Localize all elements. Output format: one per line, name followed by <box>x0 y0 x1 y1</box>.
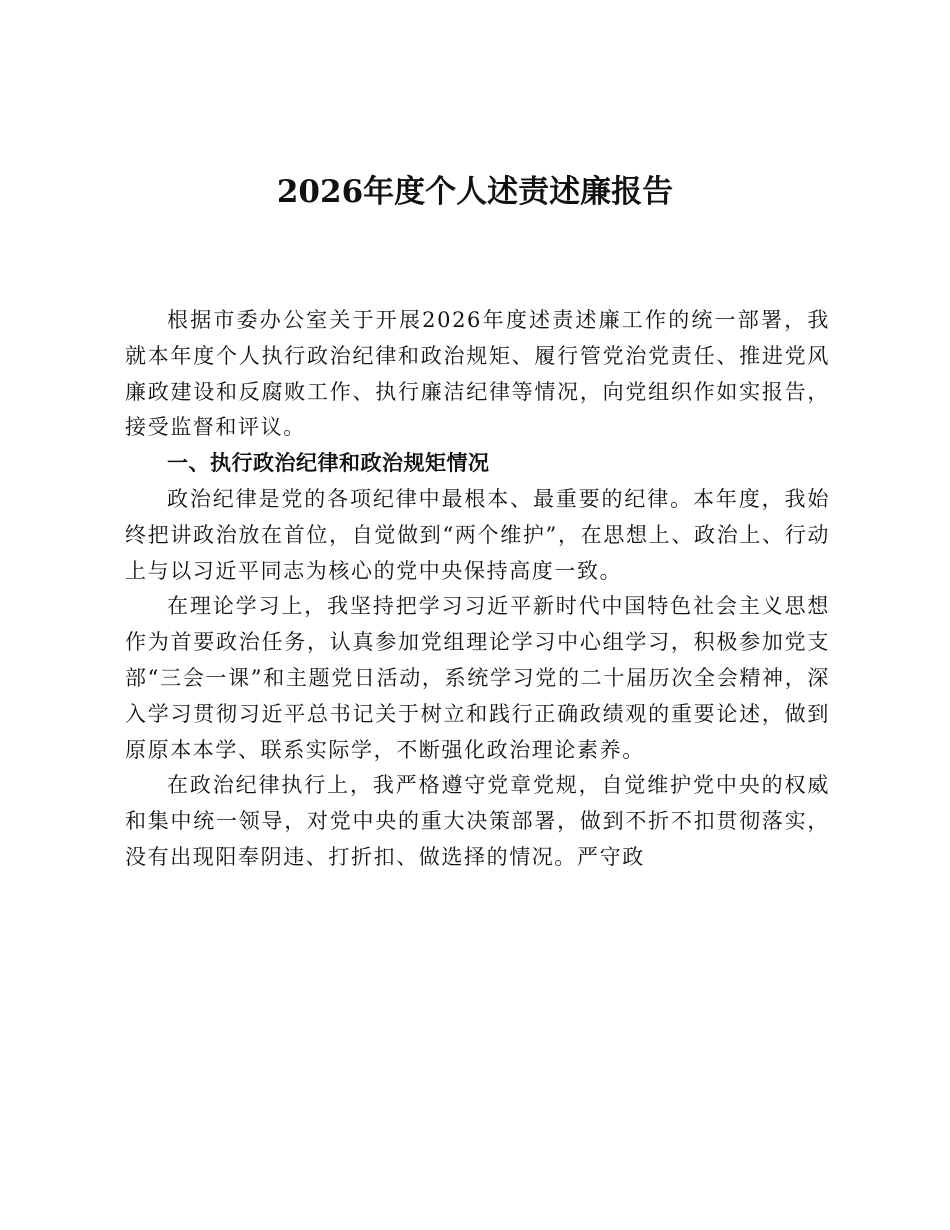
intro-paragraph: 根据市委办公室关于开展2026年度述责述廉工作的统一部署，我就本年度个人执行政治纪律和政治规矩、履行管党治党责任、推进党风廉政建设和反腐败工作、执行廉洁纪律等情况，向党组织作如实报告，接受监督和评议。 <box>125 308 830 440</box>
body-paragraph: 政治纪律是党的各项纪律中最根本、最重要的纪律。本年度，我始终把讲政治放在首位，自觉做到“两个维护”，在思想上、政治上、行动上与以习近平同志为核心的党中央保持高度一致。 <box>125 486 830 583</box>
section-heading: 一、执行政治纪律和政治规矩情况 <box>167 451 490 476</box>
body-paragraph: 在理论学习上，我坚持把学习习近平新时代中国特色社会主义思想作为首要政治任务，认真参加党组理论学习中心组学习，积极参加党支部“三会一课”和主题党日活动，系统学习党的二十届历次全会精神，深入学习贯彻习近平总书记关于树立和践行正确政绩观的重要论述，做到原原本本学、联系实际学，不断强化政治理论素养。 <box>125 594 830 762</box>
document-title: 2026年度个人述责述廉报告 <box>276 174 674 210</box>
document-body <box>125 303 830 876</box>
body-paragraph: 在政治纪律执行上，我严格遵守党章党规，自觉维护党中央的权威和集中统一领导，对党中央的重大决策部署，做到不折不扣贯彻落实，没有出现阳奉阴违、打折扣、做选择的情况。严守政 <box>125 773 830 869</box>
